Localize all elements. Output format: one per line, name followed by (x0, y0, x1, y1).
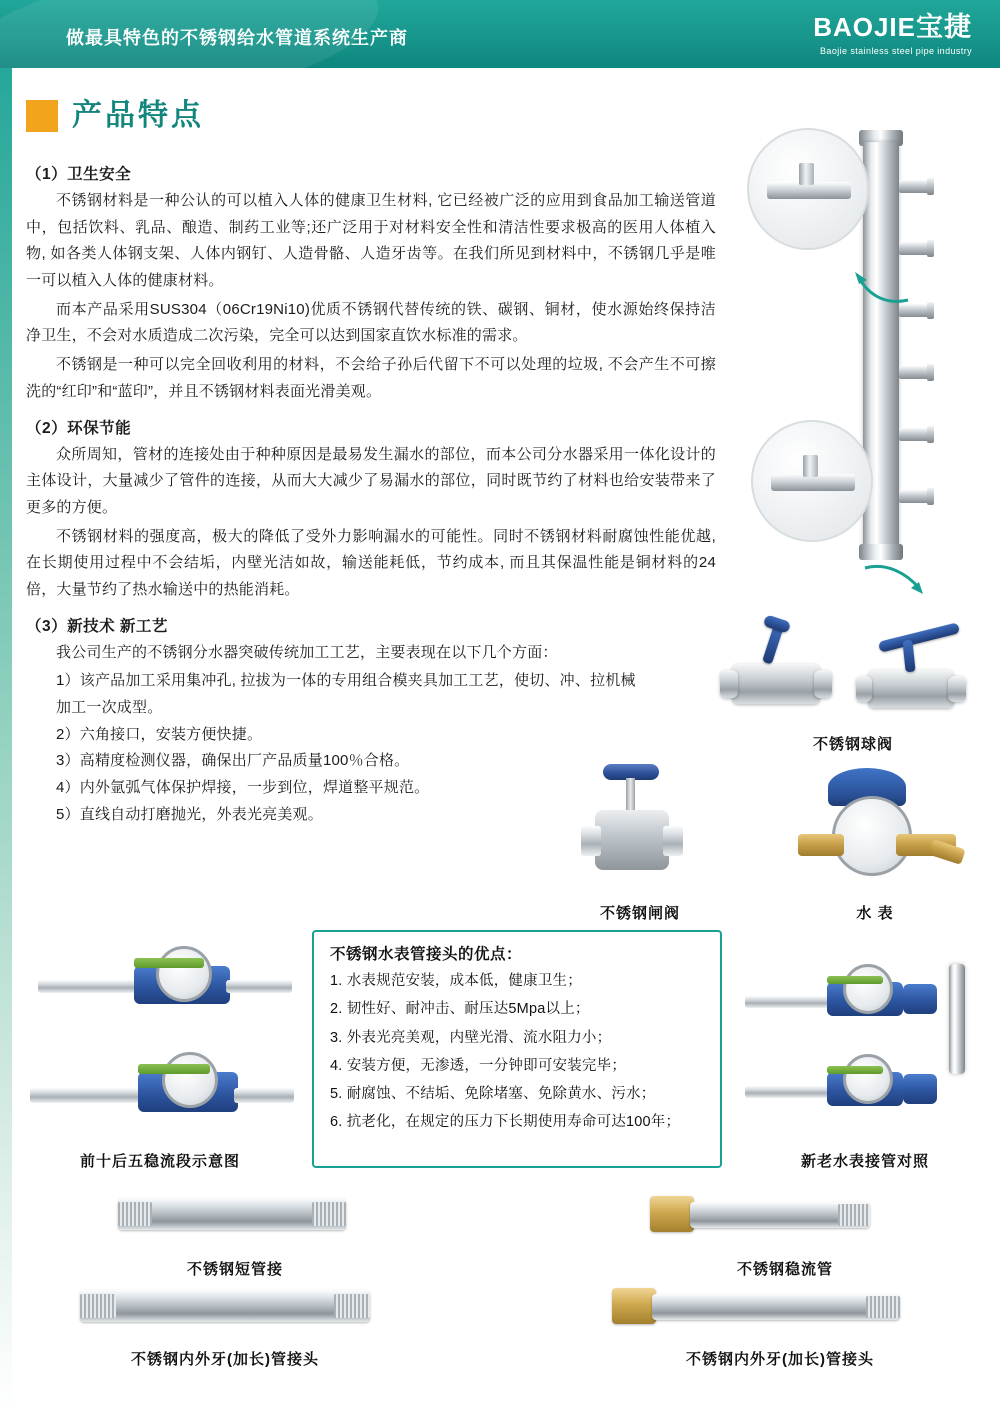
gate-valve-stem (626, 778, 635, 812)
header-slogan: 做最具特色的不锈钢给水管道系统生产商 (66, 28, 408, 48)
flow-section-image (30, 940, 300, 1150)
paragraph-1: 不锈钢材料是一种公认的可以植入人体的健康卫生材料, 它已经被广泛的应用到食品加工输送管道中，包括饮料、乳品、酿造、制药工业等;还广泛用于对材料安全性和清洁性要求极高的医用人体植入物, 如各类人体钢支架、人体内钢钉、人造骨骼、人造牙齿等。在我们所见到材料中，不锈钢几乎是唯一可以植入人体的健康材料。 (26, 192, 716, 290)
callout-arrow-icon (853, 270, 913, 310)
short-nipple-thread-right (312, 1202, 346, 1226)
long-fitting-thread-left (80, 1294, 116, 1318)
logo-text-cn: 宝捷 (916, 12, 972, 42)
advantage-item: 2. 韧性好、耐冲击、耐压达5Mpa以上； (330, 1001, 590, 1018)
long-fitting-right-thread (866, 1296, 900, 1318)
compare-valve-2 (903, 1074, 937, 1104)
long-fitting-right-brass-nut (612, 1288, 656, 1324)
compare-valve (903, 984, 937, 1014)
compare-meter-dial-2 (843, 1054, 893, 1104)
caption-long-fitting-right: 不锈钢内外牙(加长)管接头 (686, 1351, 874, 1368)
manifold-outlet (899, 242, 929, 255)
callout-arrow-icon (857, 560, 927, 600)
tee-fitting-branch (803, 455, 818, 477)
flow-meter-band-2 (138, 1064, 210, 1074)
left-accent-bar (0, 68, 12, 1411)
logo-text (813, 14, 972, 41)
heading-eco: （2）环保节能 (26, 419, 132, 437)
ball-valve-port-right (948, 676, 966, 702)
short-nipple-thread-left (118, 1202, 152, 1226)
list-item: 2）六角接口，安装方便快捷。 (56, 725, 263, 743)
advantage-item: 4. 安装方便，无渗透，一分钟即可安装完毕； (330, 1057, 627, 1074)
ball-valve-body-right (868, 670, 954, 708)
flow-meter-dial (156, 946, 212, 1002)
caption-gate-valve: 不锈钢闸阀 (599, 905, 680, 922)
logo-text-en: BAOJIE (813, 12, 916, 42)
flow-pipe-left-2 (30, 1088, 142, 1103)
water-meter-tail-piece (928, 839, 965, 865)
brand-logo (813, 14, 972, 56)
water-meter-image (780, 768, 970, 893)
long-fitting-thread-right (334, 1294, 370, 1318)
heading-newtech: （3）新技术 新工艺 (26, 617, 168, 635)
section-title-group (26, 100, 204, 132)
gate-valve-port-left (581, 826, 601, 856)
caption-short-nipple: 不锈钢短管接 (186, 1261, 283, 1278)
detail-circle-bottom (751, 420, 873, 542)
compare-meter-band-2 (827, 1066, 883, 1074)
flow-pipe-left (38, 980, 138, 993)
manifold-bottom-cap (859, 544, 903, 560)
tee-fitting-branch (799, 163, 814, 185)
advantages-box (312, 930, 722, 1168)
ball-valve-port-left (856, 676, 872, 702)
ball-valve-port-right (814, 670, 832, 698)
manifold-outlet (899, 180, 929, 193)
gate-valve-image (575, 760, 705, 890)
meter-comparison-image (745, 950, 990, 1150)
list-item: 4）内外氩弧气体保护焊接，一步到位，焊道整平规范。 (56, 779, 430, 797)
advantage-item: 6. 抗老化，在规定的压力下长期使用寿命可达100年； (330, 1114, 681, 1131)
water-meter-inlet (798, 834, 844, 856)
ball-valve-body-left (732, 664, 820, 704)
paragraph-2: 而本产品采用SUS304（06Cr19Ni10)优质不锈钢代替传统的铁、碳钢、铜材，使水源始终保持洁净卫生，不会对水质造成二次污染，完全可以达到国家直饮水标准的需求。 (26, 300, 716, 345)
list-item: 5）直线自动打磨抛光，外表光亮美观。 (56, 805, 323, 823)
flow-pipe-right-2 (234, 1088, 294, 1103)
caption-flow-section: 前十后五稳流段示意图 (79, 1153, 240, 1170)
advantage-item: 1. 水表规范安装，成本低，健康卫生； (330, 973, 582, 989)
caption-meter-compare: 新老水表接管对照 (800, 1153, 929, 1170)
caption-water-meter: 水 表 (856, 905, 894, 922)
flow-meter-dial-2 (162, 1052, 218, 1108)
compare-meter-band (827, 976, 883, 984)
compare-riser-pipe (949, 964, 965, 1074)
heading-hygiene: （1）卫生安全 (26, 166, 132, 183)
manifold-outlet (899, 428, 929, 441)
ball-valve-port-left (720, 670, 738, 698)
gate-valve-port-right (663, 826, 683, 856)
list-item: 3）高精度检测仪器，确保出厂产品质量100％合格。 (56, 752, 410, 770)
page-title: 产品特点 (72, 99, 204, 132)
gate-valve-body (595, 810, 669, 870)
advantage-item: 5. 耐腐蚀、不结垢、免除堵塞、免除黄水、污水； (330, 1086, 656, 1103)
long-fitting-right-image (652, 1294, 900, 1320)
advantage-item: 3. 外表光亮美观，内壁光滑、流水阻力小； (330, 1029, 612, 1046)
manifold-product-image (745, 120, 985, 570)
logo-subtitle: Baojie stainless steel pipe industry (820, 46, 972, 56)
detail-circle-top (747, 128, 869, 250)
long-fitting-left-image (80, 1290, 370, 1322)
paragraph-4: 众所周知，管材的连接处由于种种原因是最易发生漏水的部位，而本公司分水器采用一体化设计的主体设计，大量减少了管件的连接，从而大大减少了易漏水的部位，同时既节约了材料也给安装带来了更多的方便。 (26, 445, 716, 516)
flow-meter-band (134, 958, 204, 968)
list-item: 加工一次成型。 (56, 699, 163, 716)
square-bullet-icon (26, 100, 58, 132)
paragraph-3: 不锈钢是一种可以完全回收利用的材料，不会给子孙后代留下不可以处理的垃圾, 不会产生不可擦洗的“红印”和“蓝印”，并且不锈钢材料表面光滑美观。 (26, 356, 716, 400)
manifold-outlet (899, 490, 929, 503)
page-header (0, 0, 1000, 68)
paragraph-5: 不锈钢材料的强度高，极大的降低了受外力影响漏水的可能性。同时不锈钢材料耐腐蚀性能优越, 在长期使用过程中不会结垢，内壁光洁如故，输送能耗低，节约成本, 而且其保温性能是铜材料的24倍，大量节约了热水输送中的热能消耗。 (26, 527, 716, 598)
caption-ball-valve: 不锈钢球阀 (812, 736, 893, 753)
manifold-outlet (899, 366, 929, 379)
body-text-column (26, 152, 716, 828)
steady-pipe-brass-nut (650, 1196, 694, 1232)
ball-valve-image (718, 612, 988, 722)
flow-pipe-right (226, 980, 292, 993)
caption-long-fitting-left: 不锈钢内外牙(加长)管接头 (131, 1351, 319, 1368)
compare-pipe-left (745, 996, 831, 1008)
list-item: 1）该产品加工采用集冲孔, 拉拔为一体的专用组合模夹具加工工艺，使切、冲、拉机械 (56, 672, 636, 690)
caption-steady-pipe: 不锈钢稳流管 (736, 1261, 833, 1278)
steady-pipe-thread (838, 1204, 870, 1226)
compare-pipe-left-2 (745, 1086, 831, 1098)
advantages-title: 不锈钢水表管接头的优点： (330, 946, 523, 963)
ball-valve-handle-right (878, 622, 960, 653)
paragraph-6: 我公司生产的不锈钢分水器突破传统加工工艺，主要表现在以下几个方面： (56, 643, 558, 661)
compare-meter-dial (843, 964, 893, 1014)
